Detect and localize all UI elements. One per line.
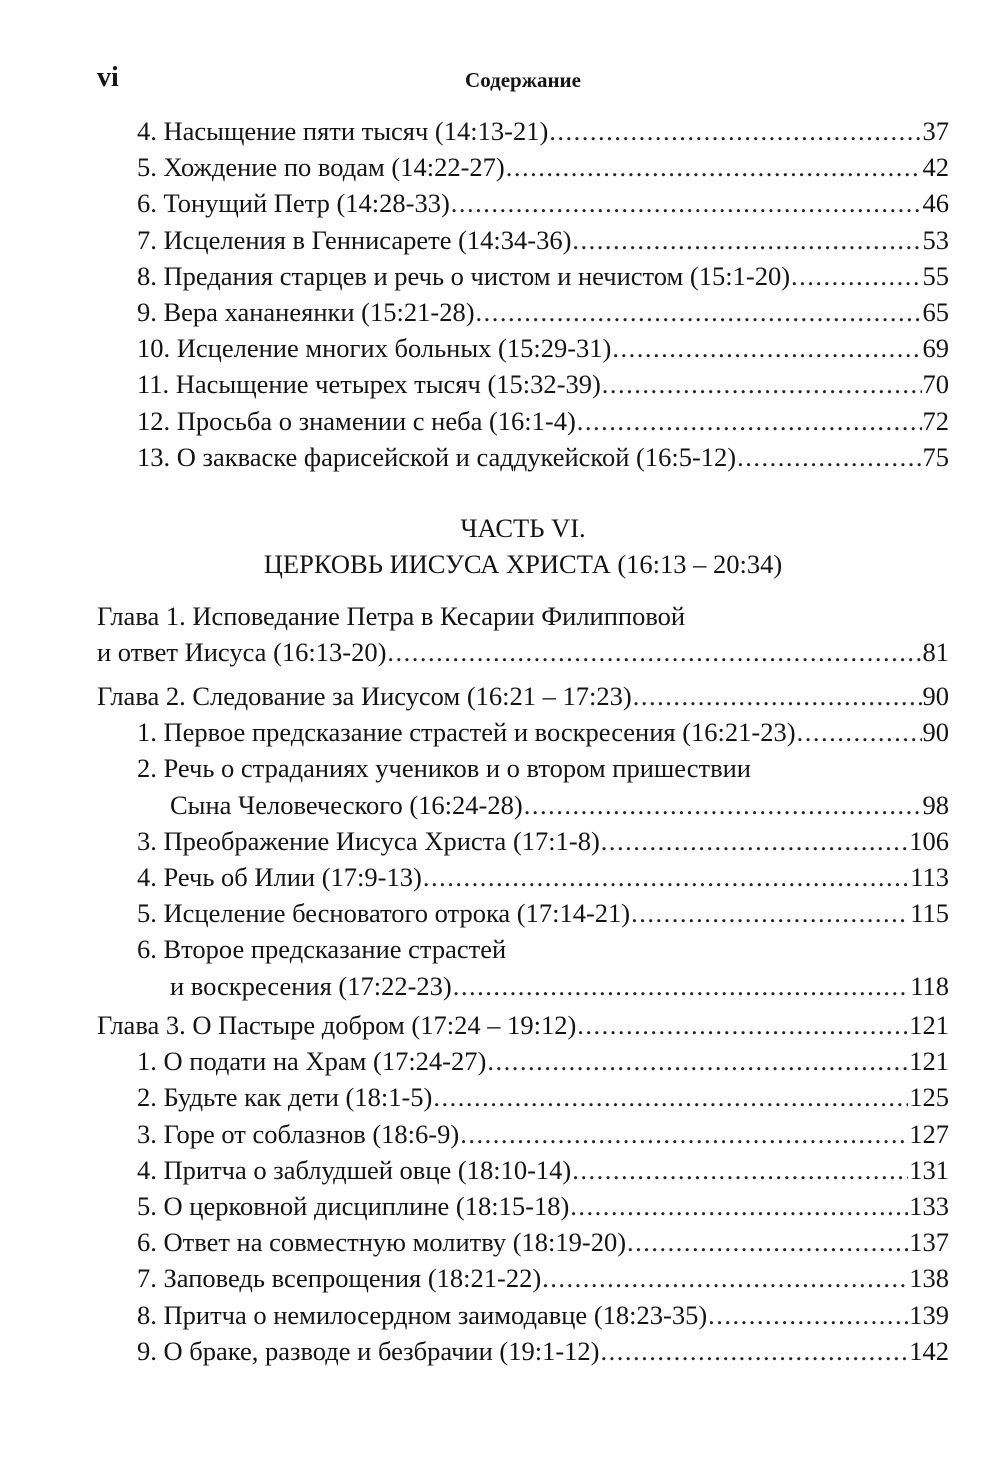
chapter-page: 90 <box>922 681 949 711</box>
toc-entry <box>97 750 949 822</box>
toc-entry-title: 4. Насыщение пяти тысяч (14:13-21) <box>137 116 549 146</box>
dot-leader <box>549 113 921 149</box>
toc-entry <box>97 931 949 1003</box>
toc-entry-page: 139 <box>909 1299 949 1330</box>
toc-entry-page: 106 <box>909 825 949 856</box>
part-title: ЦЕРКОВЬ ИИСУСА ХРИСТА (16:13 – 20:34) <box>263 549 783 579</box>
chapter-title: Глава 2. Следование за Иисусом (16:21 – 17:23) <box>97 681 632 711</box>
toc-entry <box>97 366 949 402</box>
dot-leader <box>708 1297 908 1333</box>
dot-leader <box>572 222 921 258</box>
toc-entry <box>97 294 949 330</box>
chapter-title-line1: Глава 1. Исповедание Петра в Кесарии Филипповой <box>97 601 686 631</box>
toc-entry <box>97 403 949 439</box>
part-heading <box>97 510 949 582</box>
dot-leader <box>797 714 922 750</box>
toc-entry <box>97 330 949 366</box>
toc-chapter-3 <box>97 1007 949 1369</box>
dot-leader <box>476 294 922 330</box>
toc-entry <box>97 823 949 859</box>
toc-chapter-1 <box>97 598 949 670</box>
dot-leader <box>600 1333 908 1369</box>
dot-leader <box>433 1079 908 1115</box>
toc-entry-page: 121 <box>909 1046 949 1077</box>
dot-leader <box>612 330 921 366</box>
toc-entry-page: 131 <box>909 1154 949 1185</box>
running-head <box>97 62 949 94</box>
toc-entry-page: 53 <box>922 224 949 255</box>
toc-entry-page: 142 <box>909 1335 949 1366</box>
toc-entry-title: 12. Просьба о знамении с неба (16:1-4) <box>137 405 576 436</box>
chapter-title: Глава 3. О Пастыре добром (17:24 – 19:12) <box>97 1010 577 1040</box>
dot-leader <box>602 366 922 402</box>
dot-leader <box>631 895 909 931</box>
toc-entry <box>97 1297 949 1333</box>
dot-leader <box>460 1116 908 1152</box>
toc-entry <box>97 149 949 185</box>
toc-entry <box>97 859 949 895</box>
toc-chapter-2 <box>97 678 949 1004</box>
dot-leader <box>577 403 922 439</box>
toc-entry-page: 37 <box>922 116 949 146</box>
toc-entry-title: 7. Заповедь всепрощения (18:21-22) <box>137 1263 542 1294</box>
dot-leader <box>453 968 910 1004</box>
toc-entry-title-cont: и воскресения (17:22-23) <box>170 970 452 1001</box>
running-title: Содержание <box>465 68 581 92</box>
toc-entry <box>97 185 949 221</box>
toc-entry-page: 90 <box>922 717 949 748</box>
toc-top-section <box>97 113 949 475</box>
chapter-entry <box>97 598 949 670</box>
toc-entry-title: 9. Вера хананеянки (15:21-28) <box>137 297 475 328</box>
dot-leader <box>570 1188 908 1224</box>
toc-entry-title: 4. Речь об Илии (17:9-13) <box>137 862 422 893</box>
toc-entry-title: 1. О подати на Храм (17:24-27) <box>137 1046 487 1077</box>
part-number: ЧАСТЬ VI. <box>460 513 586 543</box>
chapter-page: 81 <box>922 637 949 668</box>
dot-leader <box>627 1224 908 1260</box>
dot-leader <box>577 1007 908 1043</box>
toc-entry-title: 8. Притча о немилосердном заимодавце (18:23-35) <box>137 1299 708 1330</box>
toc-entry-page: 72 <box>922 405 949 436</box>
dot-leader <box>524 787 922 823</box>
toc-entry-page: 46 <box>922 188 949 219</box>
toc-entry-title: 2. Будьте как дети (18:1-5) <box>137 1082 433 1113</box>
toc-entry-title: 9. О браке, разводе и безбрачии (19:1-12) <box>137 1335 600 1366</box>
dot-leader <box>572 1152 908 1188</box>
toc-entry-title: 13. О закваске фарисейской и саддукейской (16:5-12) <box>137 441 737 472</box>
toc-entry-page: 65 <box>922 297 949 328</box>
toc-entry <box>97 1079 949 1115</box>
toc-entry <box>97 895 949 931</box>
toc-entry-title: 2. Речь о страданиях учеников и о втором пришествии <box>137 753 751 784</box>
chapter-entry <box>97 678 949 714</box>
toc-entry <box>97 1116 949 1152</box>
dot-leader <box>423 859 909 895</box>
toc-entry <box>97 439 949 475</box>
dot-leader <box>542 1260 908 1296</box>
toc-entry-title: 10. Исцеление многих больных (15:29-31) <box>137 333 612 364</box>
toc-entry-page: 98 <box>922 789 949 820</box>
toc-entry-title: 3. Горе от соблазнов (18:6-9) <box>137 1118 460 1149</box>
toc-entry-page: 42 <box>922 152 949 183</box>
toc-entry-title: 8. Предания старцев и речь о чистом и нечистом (15:1-20) <box>137 260 791 291</box>
toc-entry <box>97 1224 949 1260</box>
dot-leader <box>791 258 921 294</box>
toc-entry <box>97 1043 949 1079</box>
toc-entry-title: 3. Преображение Иисуса Христа (17:1-8) <box>137 825 600 856</box>
toc-entry-title: 6. Второе предсказание страстей <box>137 934 507 965</box>
toc-entry <box>97 714 949 750</box>
toc-entry-page: 138 <box>909 1263 949 1294</box>
toc-entry-title: 6. Тонущий Петр (14:28-33) <box>137 188 450 219</box>
toc-entry <box>97 1188 949 1224</box>
toc-entry <box>97 1333 949 1369</box>
toc-entry-title: 11. Насыщение четырех тысяч (15:32-39) <box>137 369 601 400</box>
toc-entry-page: 118 <box>910 970 949 1001</box>
dot-leader <box>451 185 922 221</box>
toc-entry <box>97 1260 949 1296</box>
toc-entry <box>97 113 949 149</box>
toc-entry-page: 125 <box>909 1082 949 1113</box>
toc-entry-title-cont: Сына Человеческого (16:24-28) <box>170 789 523 820</box>
dot-leader <box>601 823 908 859</box>
dot-leader <box>487 1043 908 1079</box>
toc-entry <box>97 222 949 258</box>
toc-entry-title: 6. Ответ на совместную молитву (18:19-20) <box>137 1227 627 1258</box>
chapter-title-line2: и ответ Иисуса (16:13-20) <box>97 637 387 668</box>
page-folio: vi <box>97 62 119 93</box>
toc-entry-page: 137 <box>909 1227 949 1258</box>
dot-leader <box>506 149 922 185</box>
toc-entry-page: 113 <box>910 862 949 893</box>
dot-leader <box>387 634 921 670</box>
dot-leader <box>737 439 921 475</box>
toc-entry-title: 4. Притча о заблудшей овце (18:10-14) <box>137 1154 572 1185</box>
toc-entry-page: 127 <box>909 1118 949 1149</box>
toc-entry-page: 69 <box>922 333 949 364</box>
toc-entry-title: 7. Исцеления в Геннисарете (14:34-36) <box>137 224 572 255</box>
toc-entry-page: 55 <box>922 260 949 291</box>
toc-entry-title: 5. Исцеление бесноватого отрока (17:14-21) <box>137 898 631 929</box>
toc-entry-title: 5. Хождение по водам (14:22-27) <box>137 152 505 183</box>
toc-entry-page: 115 <box>910 898 949 929</box>
toc-entry-title: 1. Первое предсказание страстей и воскресения (16:21-23) <box>137 717 796 748</box>
toc-entry-title: 5. О церковной дисциплине (18:15-18) <box>137 1191 570 1222</box>
chapter-page: 121 <box>909 1010 949 1040</box>
dot-leader <box>633 678 922 714</box>
toc-entry-page: 133 <box>909 1191 949 1222</box>
toc-entry-page: 75 <box>922 441 949 472</box>
toc-entry <box>97 258 949 294</box>
toc-entry-page: 70 <box>922 369 949 400</box>
chapter-entry <box>97 1007 949 1043</box>
toc-entry <box>97 1152 949 1188</box>
